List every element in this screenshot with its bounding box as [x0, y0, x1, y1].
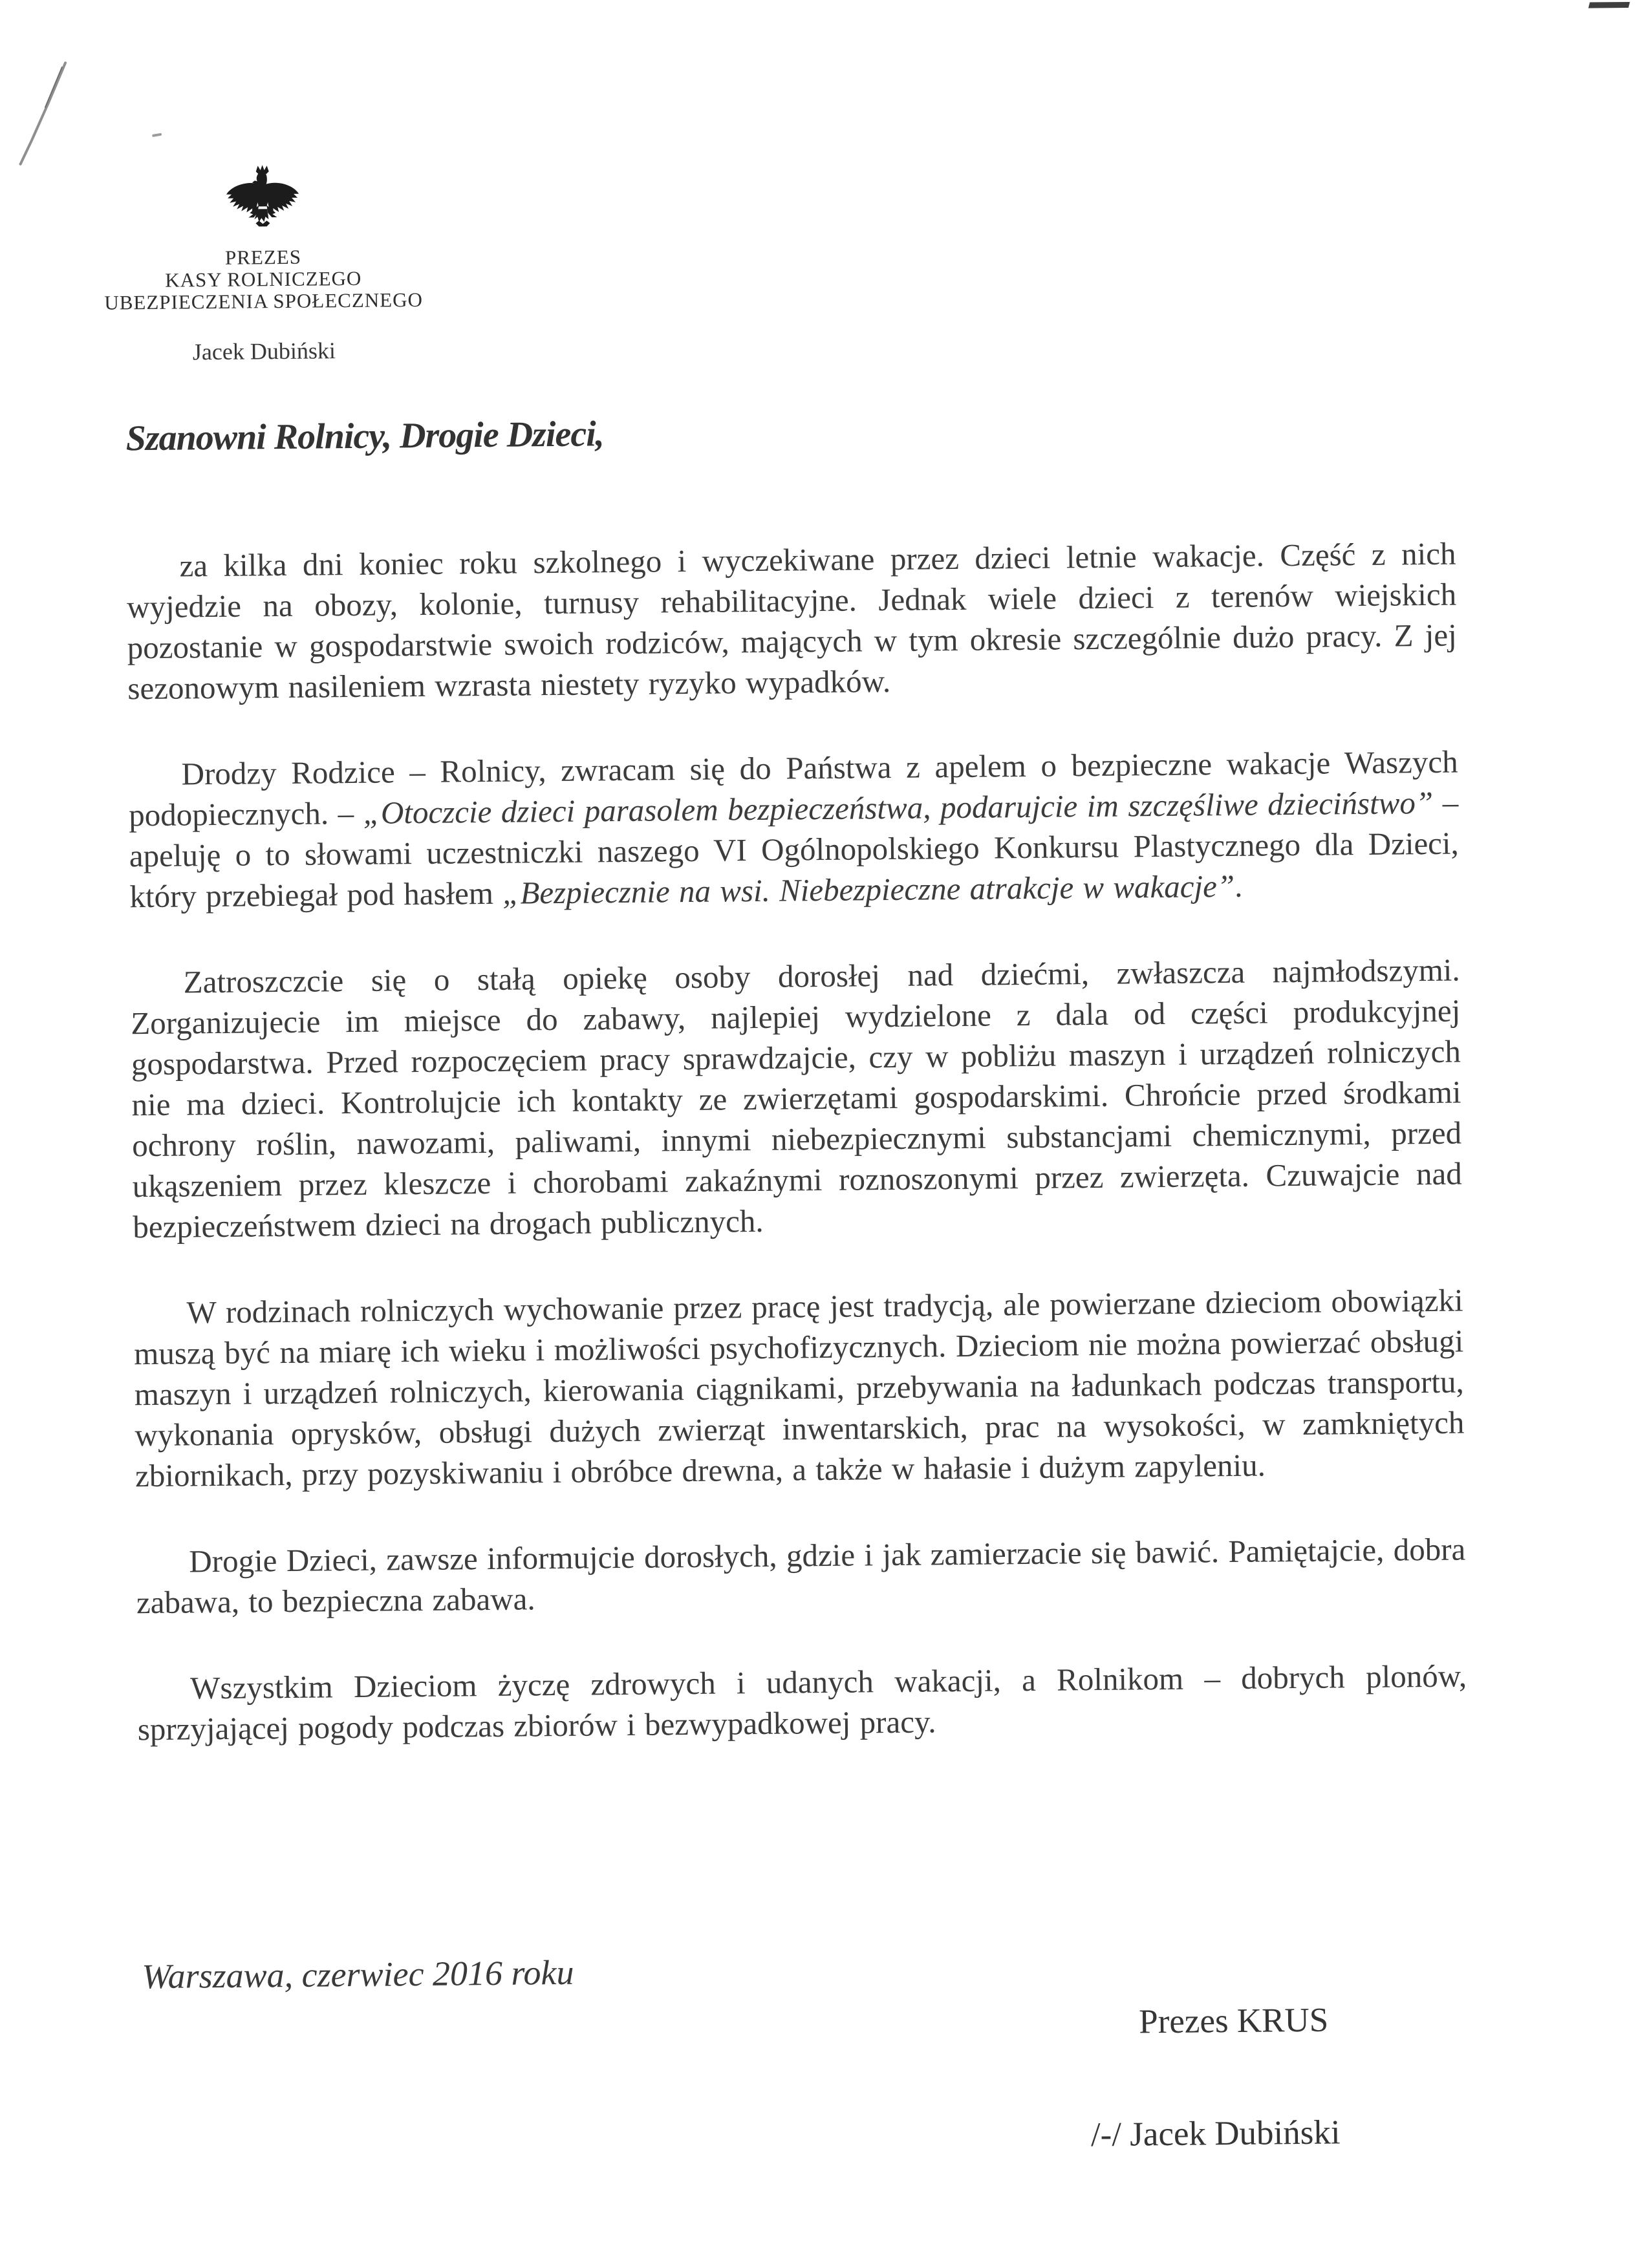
letterhead-title-kasy: KASY ROLNICZEGO [165, 266, 362, 292]
paragraph [133, 1280, 1465, 1497]
paragraph-run: Wszystkim Dzieciom życzę zdrowych i udanych wakacji, a Rolnikom – dobrych plonów, sprzyjającej pogody podczas zbiorów i bezwypadkowej pracy. [137, 1658, 1467, 1748]
salutation-heading: Szanowni Rolnicy, Drogie Dzieci, [125, 414, 605, 459]
paragraph [126, 533, 1457, 709]
scan-artifact-bar [1588, 2, 1630, 8]
paragraph [136, 1529, 1466, 1623]
dateline: Warszawa, czerwiec 2016 roku [142, 1952, 574, 1996]
paragraph-run-italic: „Bezpiecznie na wsi. Niebezpieczne atrakcje w wakacje” [502, 868, 1235, 911]
paragraph-run: Drodzy Rodzice – Rolnicy, zwracam się do Państwa z apelem o bezpieczne wakacje Waszych podopiecznych. – [128, 744, 1458, 833]
scan-artifact-dash [152, 133, 162, 137]
letterhead-title-ubezpieczenia: UBEZPIECZENIA SPOŁECZNEGO [104, 288, 424, 314]
paragraph-run: Zatroszczcie się o stałą opiekę osoby dorosłej nad dziećmi, zwłaszcza najmłodszymi. Zorganizujecie im miejsce do zabawy, najlepiej wydzielone z dala od części produkcyjnej gospodarstwa. Przed rozpoczęciem pracy sprawdzajcie, czy w pobliżu maszyn i urządzeń rolniczych nie ma dzieci. Kontrolujcie ich kontakty ze zwierzętami gospodarskimi. Chrońcie przed środkami ochrony roślin, nawozami, paliwami, innymi niebezpiecznymi substancjami chemicznymi, przed ukąszeniem przez kleszcze i chorobami zakaźnymi roznoszonymi przez zwierzęta. Czuwajcie nad bezpieczeństwem dzieci na drogach publicznych. [131, 952, 1462, 1245]
letter-body [126, 533, 1467, 1750]
paragraph-run: za kilka dni koniec roku szkolnego i wyczekiwane przez dzieci letnie wakacje. Część z nich wyjedzie na obozy, kolonie, turnusy rehabilitacyjne. Jednak wiele dzieci z terenów wiejskich pozostanie w gospodarstwie swoich rodziców, mających w tym okresie szczególnie dużo pracy. Z jej sezonowym nasileniem wzrasta niestety ryzyko wypadków. [126, 535, 1457, 707]
letterhead-signer-name: Jacek Dubiński [192, 337, 336, 365]
paragraph-run: . [1234, 868, 1243, 904]
paragraph [137, 1656, 1467, 1750]
paragraph [128, 742, 1459, 917]
paragraph-run: Drogie Dzieci, zawsze informujcie dorosłych, gdzie i jak zamierzacie się bawić. Pamiętajcie, dobra zabawa, to bezpieczna zabawa. [136, 1531, 1466, 1621]
polish-eagle-emblem-icon [224, 162, 302, 243]
signature-name: /-/ Jacek Dubiński [1090, 2113, 1341, 2154]
paragraph-run-italic: „Otoczcie dzieci parasolem bezpieczeństwa, podarujcie im szczęśliwe dzieciństwo” [363, 784, 1434, 831]
letterhead-title-prezes: PREZES [224, 245, 302, 269]
signature-title: Prezes KRUS [1138, 2001, 1329, 2041]
letterhead [27, 160, 501, 367]
paragraph-run: – apeluję o to słowami uczestniczki naszego VI Ogólnopolskiego Konkursu Plastycznego dla Dzieci, który przebiegał pod hasłem [129, 784, 1460, 915]
paragraph-run: W rodzinach rolniczych wychowanie przez pracę jest tradycją, ale powierzane dzieciom obowiązki muszą być na miarę ich wieku i możliwości psychofizycznych. Dzieciom nie można powierzać obsługi maszyn i urządzeń rolniczych, kierowania ciągnikami, przebywania na ładunkach podczas transportu, wykonania oprysków, obsługi dużych zwierząt inwentarskich, prac na wysokości, w zamkniętych zbiornikach, przy pozyskiwaniu i obróbce drewna, a także w hałasie i dużym zapyleniu. [133, 1282, 1465, 1494]
paragraph [130, 950, 1462, 1248]
